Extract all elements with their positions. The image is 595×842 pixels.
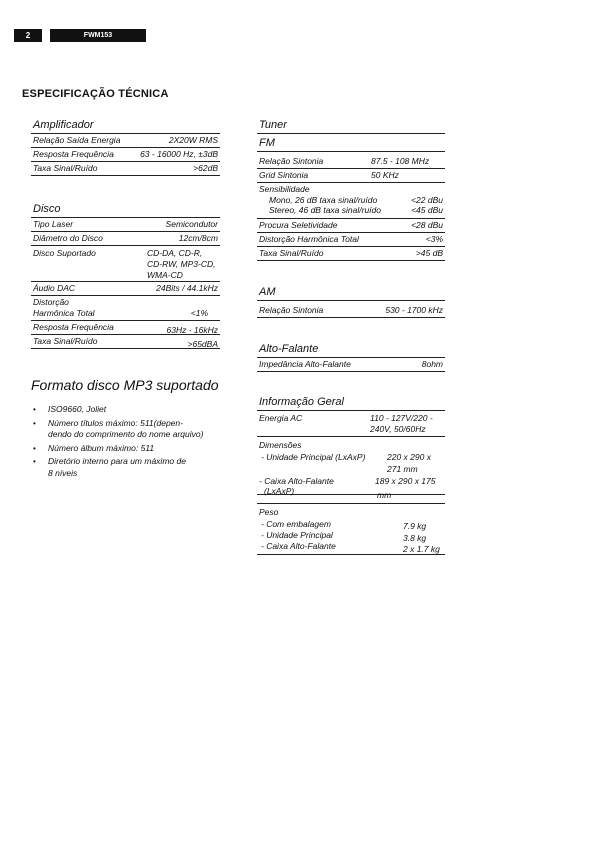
page-number: 2 [14,29,42,42]
spec-value: 8ohm [421,359,443,369]
spec-row [257,304,445,318]
disco-section [31,202,220,349]
spec-label: Tipo Laser [33,219,74,229]
am-section [257,285,445,318]
spec-row [257,219,445,233]
spec-value: 12cm/8cm [178,233,218,243]
amplificador-section [31,118,220,176]
spec-label: - Caixa Alto-Falante [259,476,334,486]
alto-falante-section [257,342,445,372]
spec-label: Taxa Sinal/Ruído [259,247,324,258]
spec-value: <1% [190,307,208,318]
spec-value: <3% [425,233,443,244]
spec-value: >45 dB [415,247,443,258]
alto-falante-title: Alto-Falante [257,342,445,358]
spec-value: <28 dBu [411,219,443,230]
spec-label: Resposta Frequência [33,149,114,159]
spec-label: Impedância Alto-Falante [259,359,351,369]
spec-label: Relação Sintonia [259,305,324,315]
spec-value: Semicondutor [165,219,218,229]
mp3-list [33,404,253,481]
spec-row [31,162,220,176]
spec-row [31,232,220,246]
spec-label: Resposta Frequência [33,322,114,332]
spec-label: Distorção Harmônica Total [259,233,359,244]
amplificador-title: Amplificador [31,118,220,134]
spec-row [31,246,220,282]
spec-label: - Com embalagem [261,519,331,529]
spec-row [257,358,445,372]
spec-value: <45 dBu [411,205,443,215]
spec-value: WMA-CD [147,270,183,280]
spec-value: >62dB [193,163,218,173]
informacao-title: Informação Geral [257,395,445,411]
list-item-text: Número álbum máximo: 511 [48,442,155,453]
list-item-text: dendo do comprimento do nome arquivo) [48,429,204,439]
spec-value: 530 - 1700 kHz [385,305,443,315]
spec-value: 110 - 127V/220 - [370,413,433,423]
spec-label: Mono, 26 dB taxa sinal/ruído [269,194,378,205]
spec-label: Distorção [33,297,69,307]
spec-label: - Caixa Alto-Falante [261,541,336,551]
mp3-title: Formato disco MP3 suportado [31,377,219,393]
spec-label: Harmônica Total [33,307,95,318]
am-title: AM [257,285,445,301]
spec-label: Dimensões [259,440,302,450]
spec-label: Procura Seletividade [259,219,338,230]
spec-label: Áudio DAC [33,283,76,293]
list-item-text: Número títulos máximo: 511(depen- [48,417,183,428]
list-item [33,456,253,479]
disco-title: Disco [31,202,220,218]
spec-value: 24Bits / 44.1kHz [156,283,218,293]
list-item [33,404,253,416]
spec-label: Disco Suportado [33,248,96,258]
bullet-icon: • [33,418,36,428]
spec-label: Relação Saída Energia [33,135,121,145]
spec-row [31,282,220,296]
list-item-text: Diretório interno para um máximo de [48,456,186,466]
list-item [33,443,253,455]
spec-label: Grid Sintonia [259,170,309,180]
spec-value: 2X20W RMS [168,135,218,145]
spec-label: (LxAxP) [264,486,295,496]
spec-label: Taxa Sinal/Ruído [33,163,98,173]
informacao-section [257,395,445,555]
fm-title: FM [257,136,445,152]
spec-label: Stereo, 46 dB taxa sinal/ruído [269,205,381,215]
bullet-icon: • [33,405,36,414]
spec-row [31,335,220,349]
spec-row [257,155,445,169]
spec-value: CD-RW, MP3-CD, [147,259,216,269]
spec-label: Diâmetro do Disco [33,233,103,243]
bullet-icon: • [33,443,36,453]
spec-row [257,411,445,437]
spec-label: Relação Sintonia [259,156,324,166]
spec-value: 63 - 16000 Hz, ±3dB [140,149,218,159]
spec-row [31,218,220,232]
spec-label: Taxa Sinal/Ruído [33,336,98,346]
spec-row [257,233,445,247]
page-title: ESPECIFICAÇÃO TÉCNICA [22,88,169,100]
list-item [33,418,253,441]
bullet-icon: • [33,457,36,466]
spec-label: Peso [259,507,279,517]
spec-row [31,321,220,335]
spec-row [257,503,445,555]
spec-label: Sensibilidade [259,184,310,194]
model-badge: FWM153 [50,29,146,42]
spec-value: <22 dBu [411,194,443,205]
spec-value: 7.9 kg [403,521,427,531]
spec-row [31,148,220,162]
list-item-text: ISO9660, Joliet [48,404,107,414]
spec-row [257,247,445,261]
spec-label: - Unidade Principal (LxAxP) [261,452,366,462]
spec-row [31,134,220,148]
spec-value: 271 mm [387,464,418,474]
spec-value: 87.5 - 108 MHz [371,156,430,166]
spec-value: 220 x 290 x [387,452,431,462]
spec-value: >65dBA [187,339,218,349]
spec-label: - Unidade Principal [261,530,333,540]
tuner-section [257,118,445,261]
spec-row [257,183,445,219]
spec-row [31,296,220,321]
tuner-title: Tuner [257,118,445,134]
spec-label: Energia AC [259,413,303,423]
spec-value: 3.8 kg [403,533,427,543]
list-item-text: 8 níveis [48,467,78,478]
spec-value: 50 KHz [371,170,399,180]
spec-value: CD-DA, CD-R, [147,248,203,258]
spec-value: 189 x 290 x 175 [375,476,436,486]
spec-row [257,169,445,183]
spec-value: 2 x 1.7 kg [403,544,440,554]
spec-value: 240V, 50/60Hz [370,424,426,434]
spec-value: 63Hz - 16kHz [166,325,218,335]
spec-value: mm [377,490,392,500]
